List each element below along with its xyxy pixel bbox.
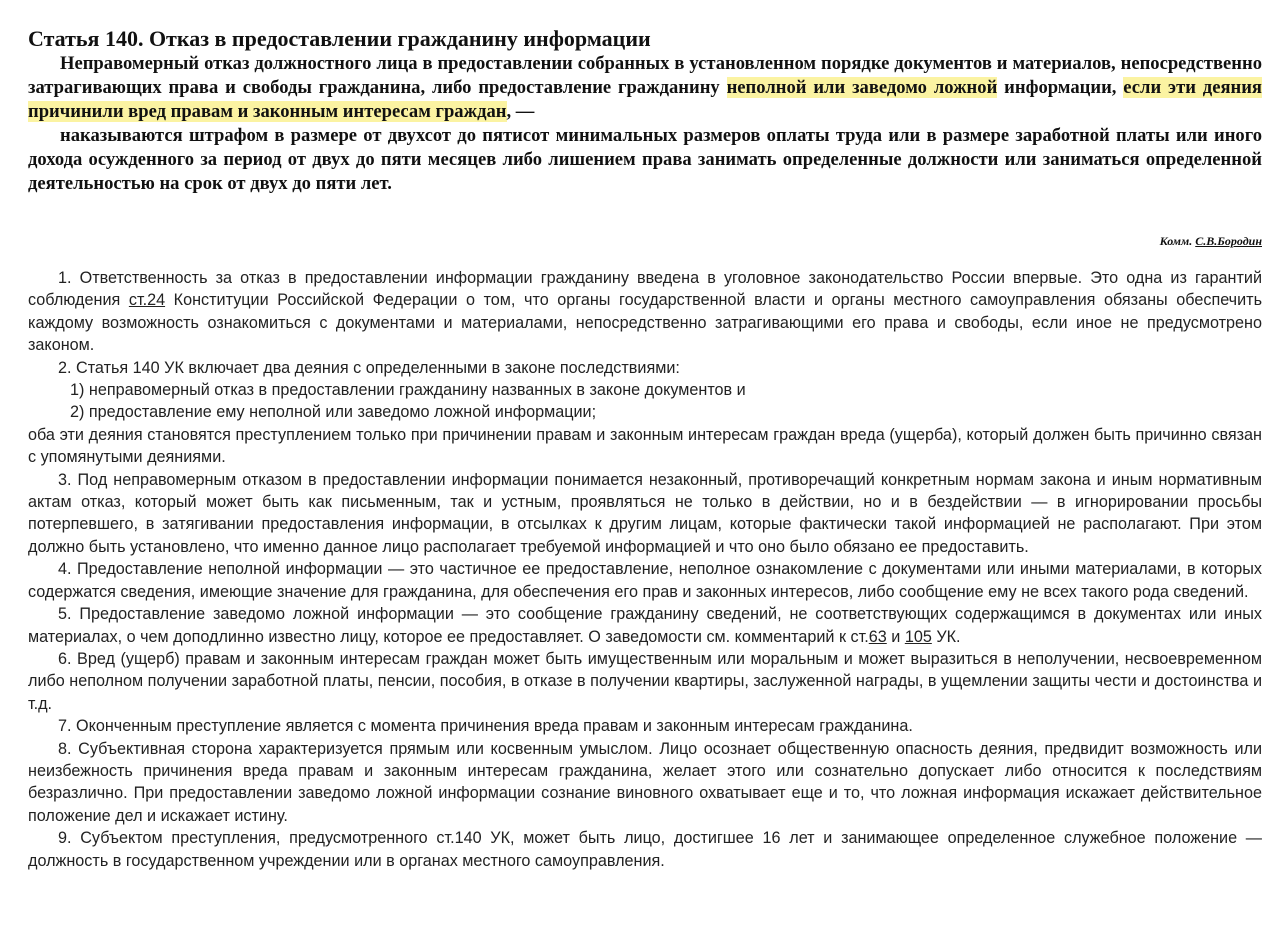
- p5-text-a: 5. Предоставление заведомо ложной информации — это сообщение гражданину сведений, не соответствующих содержащимся в документах или иных материалах, о чем доподлинно известно лицу, которое ее предоставляет. О заведомости см. комментарий к ст.: [28, 605, 1262, 646]
- p5-text-b: и: [886, 627, 905, 646]
- commentary-paragraph-1: [28, 267, 1262, 357]
- commentary-section: [28, 267, 1262, 872]
- article-sanction: наказываются штрафом в размере от двухсот до пятисот минимальных размеров оплаты труда или в размере заработной платы или иного дохода осужденного за период от двух до пяти месяцев либо лишением права занимать определенные должности или заниматься определенной деятельностью на срок от двух до пяти лет.: [28, 125, 1262, 194]
- commentary-paragraph-6: 6. Вред (ущерб) правам и законным интересам граждан может быть имущественным или моральным и может выразиться в неполучении, несвоевременном либо неполном получении заработной платы, пенсии, пособия, в отказе в получении квартиры, заслуженной награды, в ущемлении защиты чести и достоинства и т.д.: [28, 649, 1262, 713]
- article-105-link[interactable]: 105: [904, 627, 932, 646]
- disposition-text-mid: информации,: [997, 77, 1124, 98]
- commentary-paragraph-2: 2. Статья 140 УК включает два деяния с определенными в законе последствиями:: [58, 358, 680, 377]
- commentary-list-item-1: 1) неправомерный отказ в предоставлении гражданину названных в законе документов и: [70, 381, 746, 400]
- disposition-text-start: Неправомерный отказ должностного лица в предоставлении собранных в установленном порядке документов и материалов, непосредственно затрагивающих права и свободы гражданина, либо предоставление гражданину: [28, 53, 1262, 98]
- commentary-paragraph-4: 4. Предоставление неполной информации — это частичное ее предоставление, неполное ознакомление с документами или иными материалами, в которых содержатся сведения, имеющие значение для гражданина, для обеспечения его прав и законных интересов, либо сообщение ему не всех такого рода сведений.: [28, 560, 1262, 601]
- commentary-paragraph-5: [28, 603, 1262, 648]
- highlighted-text-1: неполной или заведомо ложной: [726, 77, 998, 98]
- disposition-text-end: , —: [506, 101, 535, 122]
- commentary-paragraph-9: 9. Субъектом преступления, предусмотренного ст.140 УК, может быть лицо, достигшее 16 лет и занимающее определенное служебное положение — должность в государственном учреждении или в органах местного самоуправления.: [28, 829, 1262, 870]
- p1-text-a: 1. Ответственность за отказ в предоставлении информации гражданину введена в уголовное законодательство России впервые. Это одна из гарантий соблюдения: [28, 269, 1262, 310]
- constitution-article-link[interactable]: ст.24: [128, 291, 166, 310]
- article-63-link[interactable]: 63: [868, 627, 887, 646]
- article-disposition: [28, 52, 1262, 124]
- highlighted-text-2: если эти деяния причинили вред правам и законным интересам граждан: [28, 77, 1262, 122]
- author-name-link[interactable]: С.В.Бородин: [1195, 234, 1262, 248]
- author-prefix: Комм.: [1159, 234, 1196, 248]
- article-section: [28, 26, 1262, 196]
- article-title: Статья 140. Отказ в предоставлении гражданину информации: [28, 26, 651, 51]
- commentary-paragraph-7: 7. Оконченным преступление является с момента причинения вреда правам и законным интересам гражданина.: [58, 717, 913, 736]
- commentary-paragraph-8: 8. Субъективная сторона характеризуется прямым или косвенным умыслом. Лицо осознает общественную опасность деяния, предвидит возможность или неизбежность причинения вреда правам и законным интересам гражданина, желает этого или сознательно допускает либо относится к последствиям безразлично. При предоставлении заведомо ложной информации сознание виновного охватывает еще и то, что ложная информация искажает действительное положение дел и искажает истину.: [28, 739, 1262, 825]
- commentary-paragraph-2-continuation: оба эти деяния становятся преступлением только при причинении правам и законным интересам граждан вреда (ущерба), который должен быть причинно связан с упомянутыми деяниями.: [28, 425, 1262, 467]
- commentary-list-item-2: 2) предоставление ему неполной или заведомо ложной информации;: [70, 403, 597, 422]
- commentary-author: [1160, 234, 1262, 249]
- p1-text-b: Конституции Российской Федерации о том, что органы государственной власти и органы местного самоуправления обязаны обеспечить каждому возможность ознакомиться с документами и материалами, непосредственно затрагивающими его права и свободы, если иное не предусмотрено законом.: [28, 291, 1262, 355]
- commentary-paragraph-3: 3. Под неправомерным отказом в предоставлении информации понимается незаконный, противоречащий конкретным нормам закона и иным нормативным актам отказ, который может быть как письменным, так и устным, проявляться не только в действии, но и в бездействии — в игнорировании просьбы потерпевшего, в затягивании предоставления информации, в отсылках к другим лицам, которые фактически такой информацией не располагают. При этом должно быть установлено, что именно данное лицо располагает требуемой информацией и что оно было обязано ее предоставить.: [28, 470, 1262, 556]
- p5-text-c: УК.: [931, 627, 961, 646]
